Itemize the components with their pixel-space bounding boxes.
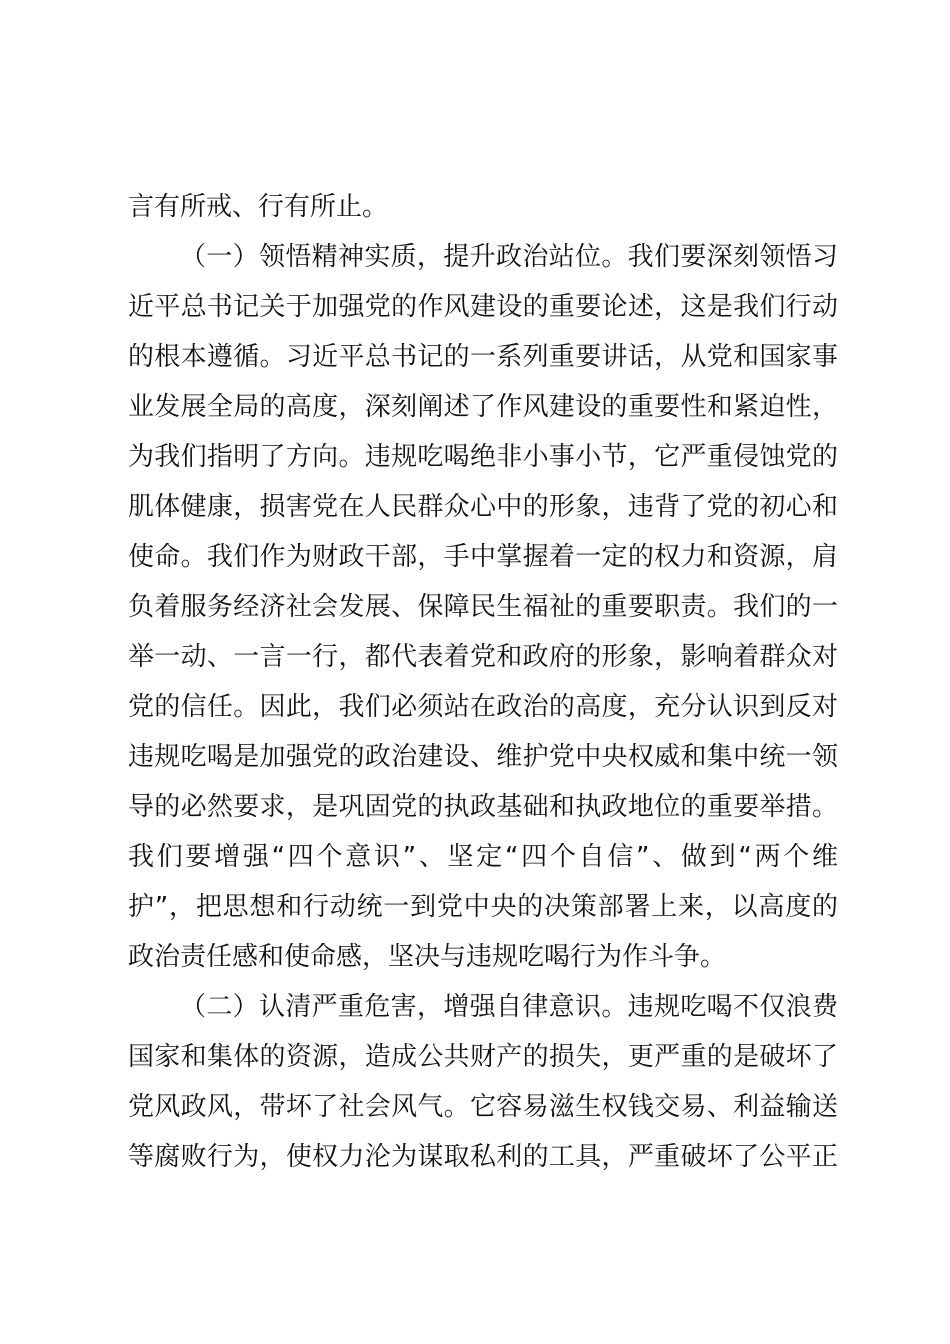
text-line: 违规吃喝是加强党的政治建设、维护党中央权威和集中统一领 — [128, 742, 838, 772]
paragraph-continuation — [128, 182, 838, 232]
text-line: 使命。我们作为财政干部，手中掌握着一定的权力和资源，肩 — [128, 542, 838, 572]
text-line: 我们要增强“四个意识”、坚定“四个自信”、做到“两个维 — [128, 842, 838, 872]
text-line: 国家和集体的资源，造成公共财产的损失，更严重的是破坏了 — [128, 1042, 838, 1072]
text-line: 言有所戒、行有所止。 — [128, 192, 389, 222]
text-line: 党风政风，带坏了社会风气。它容易滋生权钱交易、利益输送 — [128, 1092, 838, 1122]
text-line: 近平总书记关于加强党的作风建设的重要论述，这是我们行动 — [128, 292, 838, 322]
text-line: 肌体健康，损害党在人民群众心中的形象，违背了党的初心和 — [128, 492, 838, 522]
text-line: 党的信任。因此，我们必须站在政治的高度，充分认识到反对 — [128, 692, 838, 722]
text-line: 的根本遵循。习近平总书记的一系列重要讲话，从党和国家事 — [128, 342, 838, 372]
paragraph-section-two — [128, 982, 838, 1182]
text-line: 政治责任感和使命感，坚决与违规吃喝行为作斗争。 — [128, 942, 727, 972]
text-line: （二）认清严重危害，增强自律意识。违规吃喝不仅浪费 — [180, 992, 838, 1022]
paragraph-section-one — [128, 232, 838, 982]
text-line: 为我们指明了方向。违规吃喝绝非小事小节，它严重侵蚀党的 — [128, 442, 838, 472]
text-line: （一）领悟精神实质，提升政治站位。我们要深刻领悟习 — [180, 242, 838, 272]
text-line: 负着服务经济社会发展、保障民生福祉的重要职责。我们的一 — [128, 592, 838, 622]
text-line: 护”，把思想和行动统一到党中央的决策部署上来，以高度的 — [128, 892, 838, 922]
text-line: 举一动、一言一行，都代表着党和政府的形象，影响着群众对 — [128, 642, 838, 672]
text-line: 业发展全局的高度，深刻阐述了作风建设的重要性和紧迫性， — [128, 392, 838, 422]
body-text — [128, 182, 838, 1182]
text-line: 导的必然要求，是巩固党的执政基础和执政地位的重要举措。 — [128, 792, 838, 822]
text-line: 等腐败行为，使权力沦为谋取私利的工具，严重破坏了公平正 — [128, 1142, 838, 1172]
